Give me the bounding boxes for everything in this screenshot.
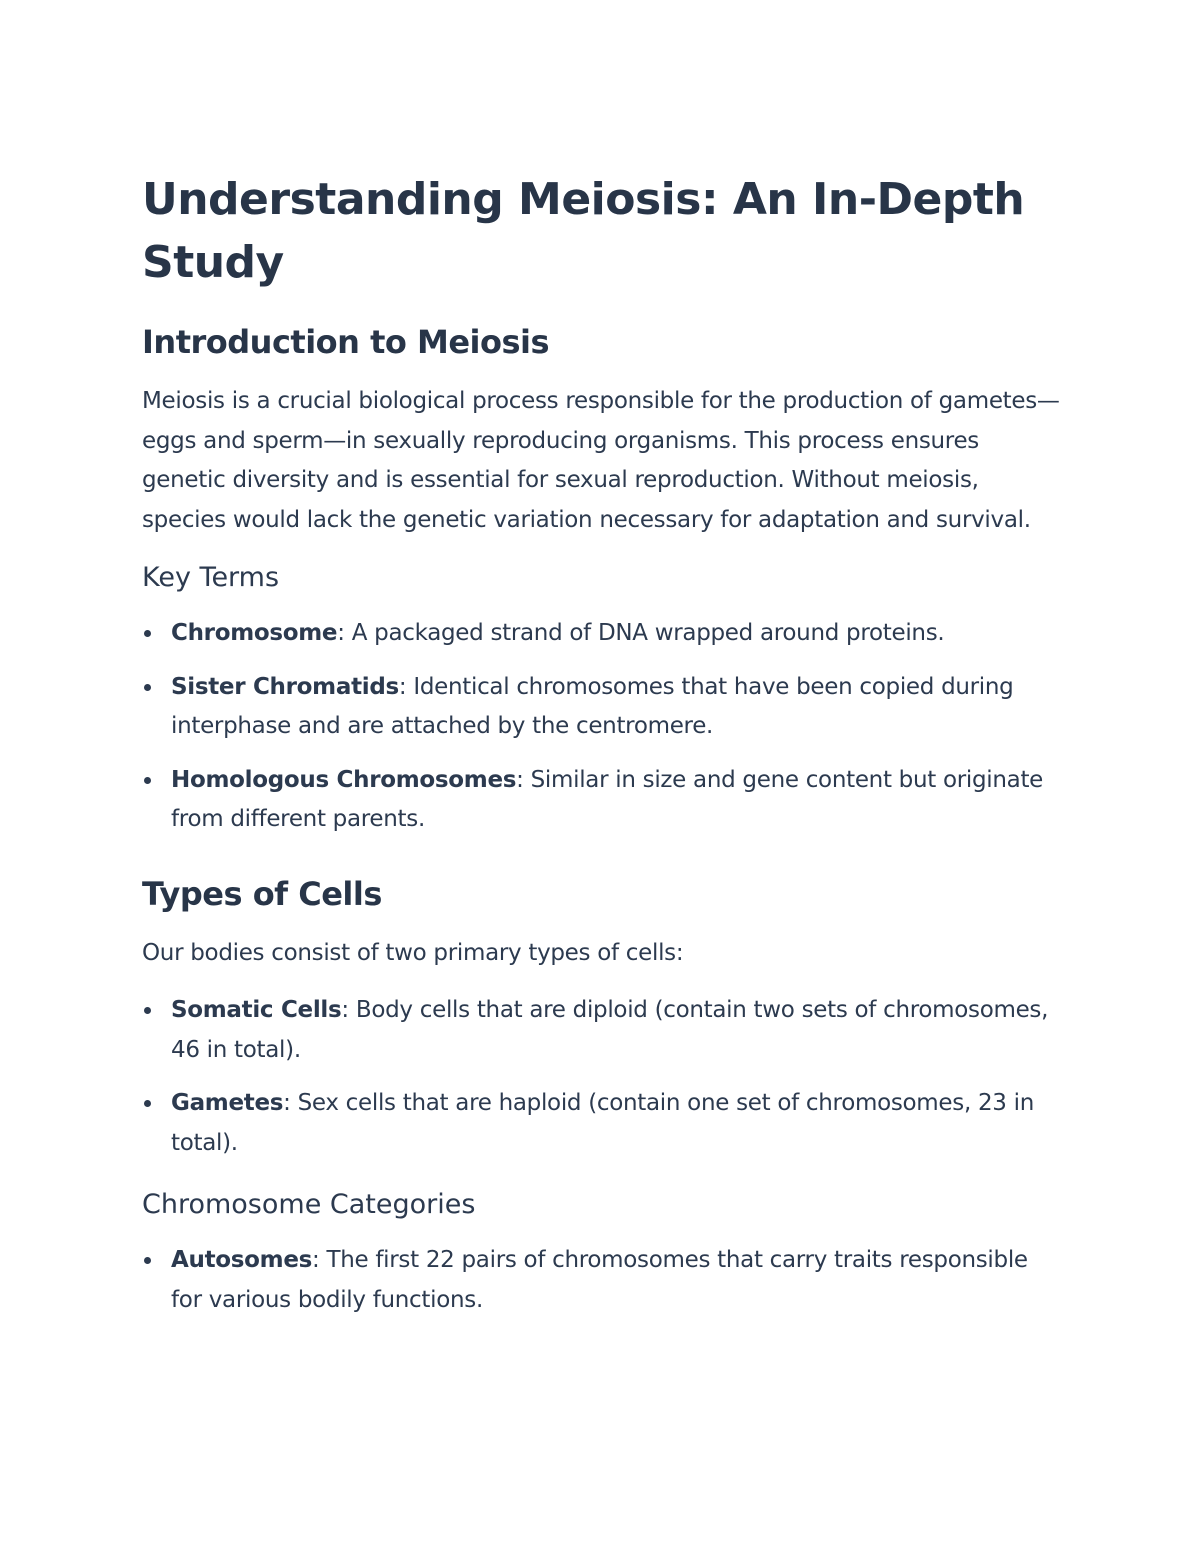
chromosome-categories-list — [142, 1241, 1062, 1320]
document-title: Understanding Meiosis: An In-Depth Study — [142, 174, 1025, 288]
cells-paragraph: Our bodies consist of two primary types of cells: — [142, 939, 684, 966]
list-item — [142, 1084, 1062, 1163]
term-definition: : Similar in size and gene content but originate from different parents. — [171, 766, 1044, 832]
key-terms-list — [142, 614, 1062, 840]
list-item — [142, 668, 1062, 747]
subsection-heading-key-terms: Key Terms — [142, 562, 280, 593]
section-heading-introduction: Introduction to Meiosis — [142, 323, 550, 361]
bullet-icon — [144, 777, 151, 784]
bullet-icon — [144, 684, 151, 691]
term-label: Chromosome — [171, 620, 338, 646]
section-heading-types-of-cells: Types of Cells — [142, 874, 382, 913]
term-label: Autosomes — [171, 1247, 313, 1273]
term-definition: : Identical chromosomes that have been copied during interphase and are attached by the centromere. — [171, 673, 1014, 739]
term-label: Somatic Cells — [171, 997, 342, 1023]
bullet-icon — [144, 1100, 151, 1107]
term-label: Homologous Chromosomes — [171, 766, 517, 793]
list-item — [142, 614, 1062, 654]
list-item — [142, 761, 1062, 840]
term-definition: : A packaged strand of DNA wrapped around proteins. — [337, 620, 945, 646]
subsection-heading-chromosome-categories: Chromosome Categories — [142, 1189, 476, 1220]
list-item — [142, 991, 1062, 1070]
term-definition: : The first 22 pairs of chromosomes that carry traits responsible for various bodily functions. — [171, 1247, 1028, 1313]
bullet-icon — [144, 1007, 151, 1014]
document-page — [142, 168, 1062, 1342]
bullet-icon — [144, 1257, 151, 1264]
term-label: Sister Chromatids — [171, 673, 399, 700]
list-item — [142, 1241, 1062, 1320]
bullet-icon — [144, 630, 151, 637]
term-definition: : Body cells that are diploid (contain two sets of chromosomes, 46 in total). — [171, 997, 1049, 1063]
term-label: Gametes — [171, 1090, 284, 1116]
term-definition: : Sex cells that are haploid (contain one set of chromosomes, 23 in total). — [171, 1090, 1035, 1156]
intro-paragraph: Meiosis is a crucial biological process responsible for the production of gametes—eggs and sperm—in sexually reproducing organisms. This process ensures genetic diversity and is essential for sexual reproduction. Without meiosis, species would lack the genetic variation necessary for adaptation and survival. — [142, 388, 1060, 533]
cell-types-list — [142, 991, 1062, 1163]
